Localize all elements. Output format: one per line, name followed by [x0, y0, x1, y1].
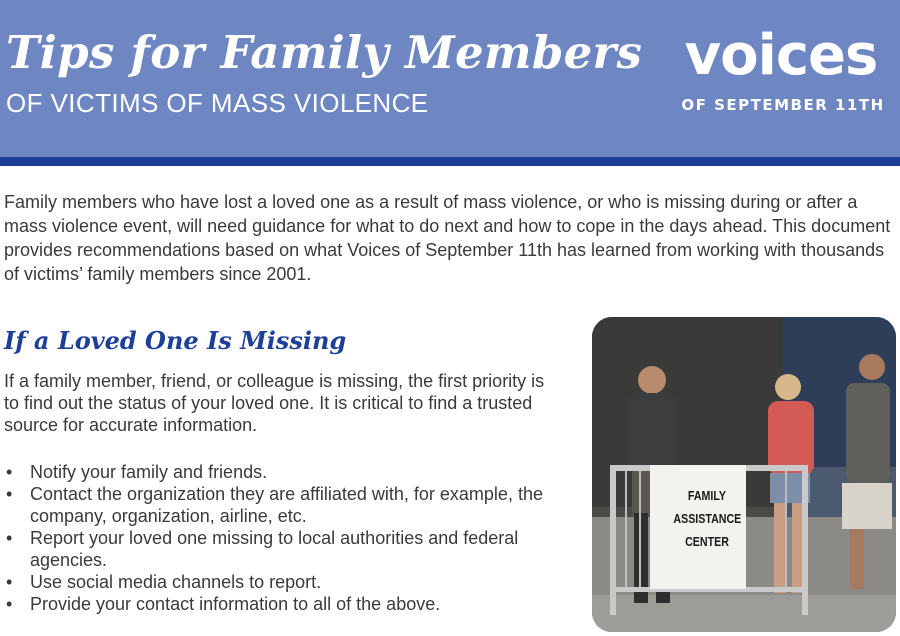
voices-logo [666, 18, 896, 122]
action-list [4, 461, 564, 615]
logo-wordmark: voices [684, 23, 878, 88]
header-stripe [0, 157, 900, 166]
list-item: • Report your loved one missing to local authorities and federal agencies. [4, 527, 564, 571]
section-heading: If a Loved One Is Missing [4, 326, 347, 355]
list-item: • Notify your family and friends. [4, 461, 564, 483]
list-item: • Contact the organization they are affiliated with, for example, the company, organization, airline, etc. [4, 483, 564, 527]
section-paragraph: If a family member, friend, or colleague is missing, the first priority is to find out the status of your loved one. It is critical to find a trusted source for accurate information. [4, 371, 545, 435]
list-item: • Provide your contact information to all of the above. [4, 593, 564, 615]
family-assistance-photo [592, 317, 896, 632]
logo-tagline: OF SEPTEMBER 11TH [681, 96, 885, 114]
sign-line: ASSISTANCE [673, 511, 742, 526]
photo-scene [592, 317, 896, 632]
page-title: Tips for Family Members [6, 26, 643, 79]
sign-line: CENTER [685, 534, 729, 549]
intro-paragraph: Family members who have lost a loved one as a result of mass violence, or who is missing during or after a mass violence event, will need guidance for what to do next and how to cope in the days ahead. This document provides recommendations based on what Voices of September 11th has learned from working with thousands of victims’ family members since 2001. [4, 192, 891, 284]
sign-line: FAMILY [687, 488, 727, 503]
sign-text [673, 484, 740, 553]
page-subtitle: OF VICTIMS OF MASS VIOLENCE [6, 88, 429, 118]
list-item: • Use social media channels to report. [4, 571, 564, 593]
